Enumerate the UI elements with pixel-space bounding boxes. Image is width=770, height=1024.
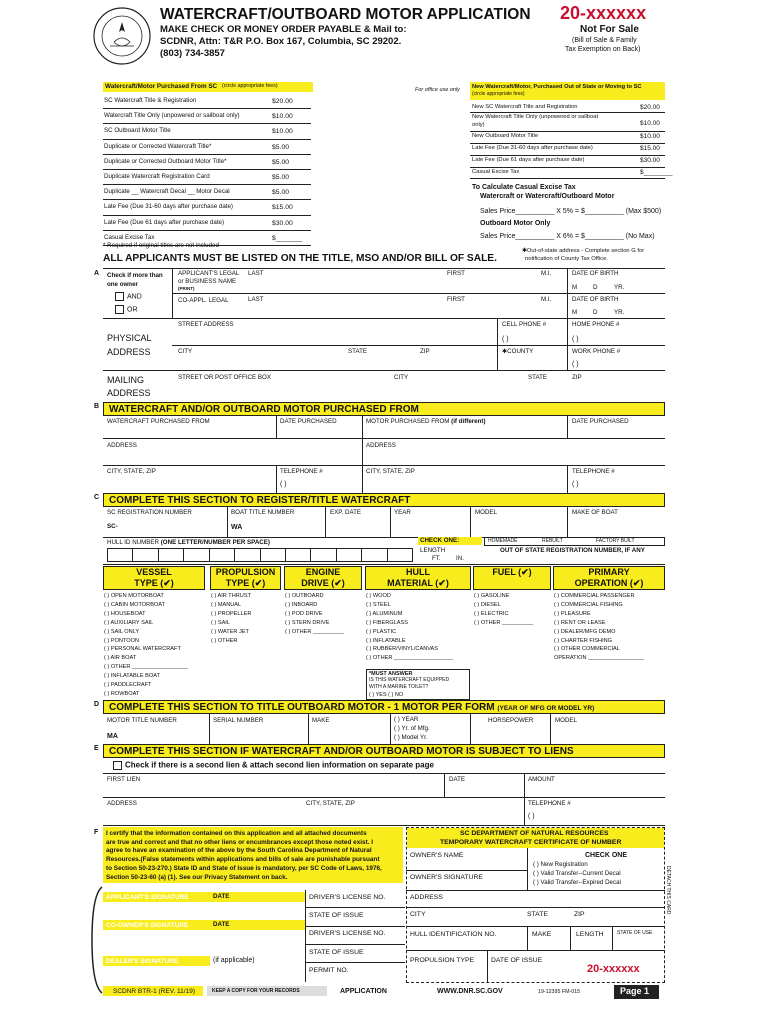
fee-out-rule: [470, 167, 665, 168]
f-state-label: STATE: [527, 911, 548, 918]
rebuilt-label: REBUILT: [542, 538, 563, 544]
hull-option[interactable]: ( ) RUBBER/VINYL/CANVAS: [366, 646, 439, 653]
street-address-label: STREET ADDRESS: [178, 321, 234, 328]
f-state-of-use-label: STATE OF USE: [617, 930, 653, 936]
fees-sc-title: Watercraft/Motor Purchased From SC: [105, 83, 218, 90]
column-head-3: [365, 566, 471, 590]
column-head-line1: HULL: [406, 567, 430, 577]
purchased-from-label: WATERCRAFT PURCHASED FROM: [107, 418, 210, 425]
f-hull-id-label: HULL IDENTIFICATION NO.: [410, 931, 497, 938]
f-make-label: MAKE: [532, 931, 552, 938]
hull-option[interactable]: ( ) WOOD: [366, 593, 391, 599]
second-lien-option[interactable]: Check if there is a second lien & attach second lien information on separate page: [113, 761, 434, 770]
calc-line1: Sales Price__________ X 5% = $__________ (Max $500): [480, 208, 662, 215]
hull-option[interactable]: ( ) OTHER ___________________: [366, 655, 454, 662]
b-motor-address-label: ADDRESS: [366, 442, 396, 449]
fuel-option[interactable]: ( ) GASOLINE: [474, 593, 510, 599]
fee-sc-amount: $15.00: [272, 204, 293, 212]
owner-sig-label: OWNER'S SIGNATURE: [410, 874, 483, 881]
year-label: YEAR: [394, 509, 411, 516]
co-dob-m: M: [572, 309, 578, 316]
ma-prefix: MA: [107, 733, 118, 740]
not-for-sale: Not For Sale: [580, 24, 639, 35]
cell-paren: ( ): [502, 336, 509, 343]
first-lien-label: FIRST LIEN: [107, 776, 141, 783]
vessel-option[interactable]: ( ) SAIL ONLY: [104, 628, 140, 635]
all-applicants-note: ALL APPLICANTS MUST BE LISTED ON THE TITLE, MSO AND/OR BILL OF SALE.: [103, 253, 497, 264]
fee-out-label-cont: only): [472, 122, 485, 128]
dl-label: DRIVER'S LICENSE NO.: [309, 894, 386, 901]
fee-out-amount: $________: [640, 169, 673, 176]
operation-option[interactable]: ( ) COMMERCIAL FISHING: [554, 601, 623, 608]
co-dob-label: DATE OF BIRTH: [572, 296, 619, 303]
co-dob-yr: YR.: [614, 309, 625, 316]
last-label: LAST: [248, 270, 264, 277]
form-title: WATERCRAFT/OUTBOARD MOTOR APPLICATION: [160, 6, 531, 23]
dob-yr: YR.: [614, 284, 625, 291]
e-csz-label: CITY, STATE, ZIP: [306, 800, 355, 807]
fee-sc-label: Duplicate __ Watercraft Decal __ Motor Decal: [104, 188, 230, 196]
fee-sc-label: SC Outboard Motor Title: [104, 127, 171, 135]
owner-name-label: OWNER'S NAME: [410, 852, 464, 859]
fee-sc-amount: $20.00: [272, 98, 293, 105]
fee-sc-amount: $10.00: [272, 113, 293, 121]
keep-copy-label: KEEP A COPY FOR YOUR RECORDS: [212, 988, 300, 994]
column-head-line2: DRIVE (✔): [301, 578, 345, 588]
bill-of-sale-note: (Bill of Sale & Family: [572, 37, 637, 44]
boat-title-label: BOAT TITLE NUMBER: [231, 509, 295, 516]
section-a-letter: A: [94, 270, 100, 277]
propulsion-option[interactable]: ( ) SAIL: [211, 619, 230, 626]
dealer-sig-label: DEALER'S SIGNATURE: [106, 958, 179, 965]
fee-out-amount: $15.00: [640, 145, 660, 152]
soi-label: STATE OF ISSUE: [309, 912, 364, 919]
second-lien-checkbox[interactable]: [113, 761, 122, 770]
physical-label: PHYSICAL: [107, 333, 152, 343]
applicant-legal-label: APPLICANT'S LEGAL: [178, 270, 240, 277]
form-number: 20-xxxxxx: [560, 3, 647, 23]
state-label: STATE: [348, 348, 368, 355]
must-answer-label: *MUST ANSWER: [369, 671, 413, 677]
hp-label: HORSEPOWER: [488, 717, 534, 724]
fee-sc-rule: [103, 154, 311, 155]
fee-out-label: New Outboard Motor Title: [472, 133, 539, 139]
fee-out-rule: [470, 112, 665, 113]
b-csz-label: CITY, STATE, ZIP: [107, 468, 156, 475]
fee-sc-label: SC Watercraft Title & Registration: [104, 97, 197, 104]
valid-current-option[interactable]: ( ) Valid Transfer--Current Decal: [533, 870, 621, 877]
business-name-label: or BUSINESS NAME: [178, 278, 237, 285]
f-form-number: 20-xxxxxx: [587, 963, 640, 975]
applicant-date-label: DATE: [213, 893, 230, 900]
calc-sub: Watercraft or Watercraft/Outboard Motor: [480, 193, 615, 200]
column-head-line2: TYPE (✔): [225, 578, 266, 588]
application-label: APPLICATION: [340, 988, 387, 995]
mi-label: M.I.: [541, 270, 552, 277]
column-head-4: [473, 566, 551, 590]
engine-option[interactable]: ( ) POD DRIVE: [285, 610, 323, 617]
cell-phone-label: CELL PHONE #: [502, 321, 547, 328]
fuel-option[interactable]: ( ) ELECTRIC: [474, 610, 509, 617]
b-motor-telephone-label: TELEPHONE #: [572, 468, 615, 475]
b-address-label: ADDRESS: [107, 442, 137, 449]
f-address-label: ADDRESS: [410, 894, 443, 901]
d-model-label: MODEL: [555, 717, 578, 724]
section-b-letter: B: [94, 403, 100, 410]
must-q2: WITH A MARINE TOILET?: [369, 684, 429, 690]
co-last-label: LAST: [248, 296, 264, 303]
b-telephone-paren: ( ): [280, 481, 287, 488]
column-head-1: [210, 566, 281, 590]
column-head-line1: ENGINE: [305, 567, 341, 577]
vessel-option[interactable]: ( ) ROWBOAT: [104, 690, 140, 697]
fee-sc-rule: [103, 184, 311, 185]
fee-out-rule: [470, 131, 665, 132]
vessel-option[interactable]: ( ) AUXILIARY SAIL: [104, 619, 154, 626]
certify-line: to Section 50-23-270.) State ID and State of Issue is mandatory, per SC Code of Laws, 1976,: [106, 864, 382, 872]
operation-option[interactable]: ( ) COMMERCIAL PASSENGER: [554, 593, 635, 599]
pay-line2: SCDNR, Attn: T&R P.O. Box 167, Columbia, SC 29202.: [160, 36, 402, 47]
or-option[interactable]: OR: [115, 305, 138, 314]
vessel-option[interactable]: ( ) OPEN MOTORBOAT: [104, 593, 164, 599]
city-label: CITY: [178, 348, 193, 355]
street-po-label: STREET OR POST OFFICE BOX: [178, 374, 271, 381]
and-checkbox[interactable]: [115, 292, 124, 301]
d-yr-mfg-option[interactable]: ( ) Yr. of Mfg.: [394, 725, 430, 732]
co-mi-label: M.I.: [541, 296, 552, 303]
operation-option[interactable]: ( ) OTHER COMMERCIAL: [554, 646, 620, 653]
co-soi-label: STATE OF ISSUE: [309, 949, 364, 956]
hull-option[interactable]: ( ) INFLATABLE: [366, 637, 406, 644]
work-paren: ( ): [572, 361, 579, 368]
form-code-label: 19-12395 FM-015: [538, 989, 581, 995]
vessel-option[interactable]: ( ) HOUSEBOAT: [104, 610, 146, 617]
motor-title-label: MOTOR TITLE NUMBER: [107, 717, 177, 724]
certify-line: I certify that the information contained on this application and all attached documents: [106, 830, 367, 837]
fee-sc-rule: [103, 199, 311, 200]
fuel-option[interactable]: ( ) DIESEL: [474, 601, 501, 608]
operation-option[interactable]: OPERATION __________________: [554, 655, 645, 662]
fee-sc-label: Late Fee (Due 31-60 days after purchase date): [104, 203, 233, 211]
f-length-label: LENGTH: [576, 931, 604, 938]
section-e-letter: E: [94, 745, 99, 752]
home-paren: ( ): [572, 336, 579, 343]
hull-id-boxes[interactable]: [107, 548, 413, 562]
certify-line: agree to have an examination of the above by the South Carolina Department of Natural: [106, 847, 372, 855]
and-option[interactable]: AND: [115, 292, 142, 301]
co-first-label: FIRST: [447, 296, 465, 303]
co-dob-d: D: [593, 309, 598, 316]
county-label: ✱COUNTY: [502, 348, 534, 355]
fee-out-amount: $10.00: [640, 133, 660, 140]
column-head-line2: OPERATION (✔): [574, 578, 644, 588]
mail-state-label: STATE: [528, 374, 548, 381]
fees-footnote: * Required if original titles are not included: [103, 242, 219, 249]
certify-line: Section 50-23-60 (a) (1). See our Privacy Statement on back.: [106, 873, 288, 881]
work-phone-label: WORK PHONE #: [572, 348, 621, 355]
oos-note1: ✱Out-of-state address - Complete section G for: [522, 248, 645, 254]
fee-out-rule: [470, 178, 665, 179]
fee-out-amount: $10.00: [640, 120, 660, 127]
dob-m: M: [572, 284, 578, 291]
column-head-line1: FUEL (✔): [492, 567, 532, 577]
fee-sc-amount: $5.00: [272, 189, 290, 197]
rev-label: SCDNR BTR-1 (REV. 11/19): [113, 988, 195, 995]
factory-label: FACTORY BUILT: [596, 538, 635, 544]
coappl-label: CO-APPL. LEGAL: [178, 297, 229, 304]
fee-sc-label: Duplicate or Corrected Watercraft Title*: [104, 142, 212, 150]
fee-sc-amount: $_______: [272, 234, 303, 242]
fee-out-label: New Watercraft Title Only (unpowered or sailboat: [472, 114, 599, 120]
b-motor-csz-label: CITY, STATE, ZIP: [366, 468, 415, 475]
mail-zip-label: ZIP: [572, 374, 582, 381]
in-label: IN.: [456, 555, 464, 562]
column-head-0: [103, 566, 205, 590]
vessel-option[interactable]: ( ) PONTOON: [104, 637, 140, 644]
e-address-label: ADDRESS: [107, 800, 137, 807]
detach-label: DETACH THIS CARD: [665, 866, 671, 915]
fee-sc-label: Duplicate Watercraft Registration Card: [104, 173, 210, 180]
motor-from-label: MOTOR PURCHASED FROM (if different): [366, 418, 486, 425]
certify-line: Resources.(False statements within applications and bills of sale are punishable pursuant: [106, 856, 380, 864]
e-telephone-paren: ( ): [528, 813, 535, 820]
propulsion-option[interactable]: ( ) WATER JET: [211, 628, 249, 635]
operation-option[interactable]: ( ) PLEASURE: [554, 610, 591, 617]
section-d-title: COMPLETE THIS SECTION TO TITLE OUTBOARD MOTOR - 1 MOTOR PER FORM (YEAR OF MFG OR MODEL YR): [103, 700, 665, 714]
f-date-issue-label: DATE OF ISSUE: [491, 957, 543, 964]
mailing-address-label: ADDRESS: [107, 388, 151, 398]
d-model-yr-option[interactable]: ( ) Model Yr.: [394, 734, 428, 741]
hull-id-label: HULL ID NUMBER (ONE LETTER/NUMBER PER SPACE): [107, 539, 270, 546]
section-c-title: COMPLETE THIS SECTION TO REGISTER/TITLE WATERCRAFT: [103, 493, 665, 507]
scdnr-seal-icon: [92, 6, 152, 66]
fee-sc-label: Casual Excise Tax: [104, 233, 155, 241]
e-telephone-label: TELEPHONE #: [528, 800, 571, 807]
operation-option[interactable]: ( ) RENT OR LEASE: [554, 619, 606, 626]
fee-sc-rule: [103, 169, 311, 170]
temp-label: TEMPORARY WATERCRAFT CERTIFICATE OF NUMBER: [440, 839, 622, 846]
ft-label: FT.: [432, 555, 441, 562]
must-yes-no[interactable]: ( ) YES ( ) NO: [369, 692, 404, 698]
co-dl-label: DRIVER'S LICENSE NO.: [309, 930, 386, 937]
fee-out-label: New SC Watercraft Title and Registration: [472, 104, 578, 110]
office-use-note: For office use only: [415, 87, 460, 93]
fee-sc-rule: [103, 230, 311, 231]
vessel-option[interactable]: ( ) AIR BOAT: [104, 655, 137, 662]
check-one-heading: CHECK ONE: [585, 852, 628, 859]
fee-sc-label: Duplicate or Corrected Outboard Motor Title*: [104, 157, 227, 165]
date-purchased-label: DATE PURCHASED: [280, 418, 337, 425]
wa-prefix: WA: [231, 524, 243, 531]
new-reg-option[interactable]: ( ) New Registration: [533, 861, 588, 868]
address-label: ADDRESS: [107, 347, 151, 357]
operation-option[interactable]: ( ) CHARTER FISHING: [554, 637, 613, 644]
oos-note2: notification of County Tax Office.: [525, 256, 608, 262]
permit-label: PERMIT NO.: [309, 967, 349, 974]
column-head-line1: PROPULSION: [215, 567, 276, 577]
length-label: LENGTH: [420, 547, 446, 554]
section-b-title: WATERCRAFT AND/OR OUTBOARD MOTOR PURCHASED FROM: [103, 402, 665, 416]
fee-sc-amount: $10.00: [272, 128, 293, 136]
e-date-label: DATE: [449, 776, 466, 783]
vessel-option[interactable]: ( ) PADDLECRAFT: [104, 682, 152, 688]
valid-expired-option[interactable]: ( ) Valid Transfer--Expired Decal: [533, 879, 621, 886]
propulsion-option[interactable]: ( ) AIR THRUST: [211, 593, 251, 599]
sc-reg-label: SC REGISTRATION NUMBER: [107, 509, 192, 516]
home-phone-label: HOME PHONE #: [572, 321, 620, 328]
fee-out-amount: $20.00: [640, 104, 660, 111]
column-head-line1: PRIMARY: [588, 567, 630, 577]
e-amount-label: AMOUNT: [528, 776, 555, 783]
b-motor-telephone-paren: ( ): [572, 481, 579, 488]
operation-option[interactable]: ( ) DEALER/MFG DEMO: [554, 628, 616, 635]
certify-line: are true and correct and that no other liens or encumbrances except those noted exist. I: [106, 838, 374, 846]
exp-date-label: EXP. DATE: [330, 509, 362, 516]
coowner-sig-label: CO-OWNER'S SIGNATURE: [106, 922, 189, 929]
engine-option[interactable]: ( ) STERN DRIVE: [285, 619, 330, 626]
oos-reg-label: OUT OF STATE REGISTRATION NUMBER, IF ANY: [500, 547, 645, 554]
fee-sc-amount: $5.00: [272, 143, 290, 151]
fee-sc-rule: [103, 139, 311, 140]
fee-sc-label: Late Fee (Due 61 days after purchase date): [104, 218, 225, 226]
zip-label: ZIP: [420, 348, 430, 355]
one-owner-label: one owner: [107, 281, 138, 288]
fees-sc-note: (circle appropriate fees): [222, 83, 278, 89]
check-more-label: Check if more than: [107, 272, 163, 279]
hull-option[interactable]: ( ) ALUMINUM: [366, 610, 403, 617]
calc-line2: Sales Price__________ X 6% = $__________ (No Max): [480, 233, 655, 240]
fee-sc-amount: $5.00: [272, 174, 290, 181]
vessel-option[interactable]: ( ) OTHER __________________: [104, 664, 188, 671]
if-applicable-label: (if applicable): [213, 957, 255, 964]
fee-sc-label: Watercraft Title Only (unpowered or sailboat only): [104, 112, 240, 120]
hull-option[interactable]: ( ) FIBERGLASS: [366, 619, 408, 626]
hull-option[interactable]: ( ) PLASTIC: [366, 628, 397, 635]
mail-city-label: CITY: [394, 374, 409, 381]
dept-label: SC DEPARTMENT OF NATURAL RESOURCES: [460, 830, 609, 837]
fee-out-rule: [470, 155, 665, 156]
pay-line1: MAKE CHECK OR MONEY ORDER PAYABLE & Mail to:: [160, 24, 407, 35]
engine-option[interactable]: ( ) OUTBOARD: [285, 593, 324, 599]
propulsion-option[interactable]: ( ) PROPELLER: [211, 610, 252, 617]
fee-sc-rule: [103, 215, 311, 216]
propulsion-option[interactable]: ( ) MANUAL: [211, 601, 242, 608]
calc-title: To Calculate Casual Excise Tax: [472, 184, 576, 191]
column-head-line1: VESSEL: [136, 567, 172, 577]
applicant-sig-label: APPLICANT'S SIGNATURE: [106, 894, 189, 901]
d-year-option[interactable]: ( ) YEAR: [394, 716, 419, 723]
fee-sc-rule: [103, 108, 311, 109]
fee-sc-amount: $5.00: [272, 158, 290, 166]
column-head-line2: TYPE (✔): [134, 578, 174, 588]
f-prop-label: PROPULSION TYPE: [410, 957, 475, 964]
b-telephone-label: TELEPHONE #: [280, 468, 323, 475]
vessel-option[interactable]: ( ) PERSONAL WATERCRAFT: [104, 646, 181, 653]
fee-out-label: Late Fee (Due 31-60 days after purchase date): [472, 145, 593, 151]
dob-d: D: [593, 284, 598, 291]
fees-out-note: (circle appropriate fees): [472, 91, 525, 97]
calc-motor: Outboard Motor Only: [480, 220, 551, 227]
fee-out-rule: [470, 143, 665, 144]
fees-out-title: New Watercraft/Motor, Purchased Out of State or Moving to SC: [472, 84, 642, 90]
column-head-2: [284, 566, 362, 590]
tax-exemption-note: Tax Exemption on Back): [565, 46, 641, 53]
fee-out-label: Late Fee (Due 61 days after purchase date): [472, 157, 585, 163]
fee-out-label: Casual Excise Tax: [472, 169, 520, 175]
homemade-label: HOMEMADE: [488, 538, 518, 544]
or-checkbox[interactable]: [115, 305, 124, 314]
motor-date-purchased-label: DATE PURCHASED: [572, 418, 629, 425]
vessel-option[interactable]: ( ) CABIN MOTORBOAT: [104, 601, 166, 608]
print-label: (PRINT): [178, 286, 195, 291]
f-city-label: CITY: [410, 911, 426, 918]
mailing-label: MAILING: [107, 375, 145, 385]
check-one-label: CHECK ONE:: [420, 537, 460, 544]
must-q1: IS THIS WATERCRAFT EQUIPPED: [369, 677, 450, 683]
f-zip-label: ZIP: [574, 911, 585, 918]
column-head-line2: MATERIAL (✔): [387, 578, 449, 588]
model-label: MODEL: [475, 509, 498, 516]
fee-sc-amount: $30.00: [272, 219, 293, 227]
section-d-letter: D: [94, 701, 100, 708]
vessel-option[interactable]: ( ) INFLATABLE BOAT: [104, 673, 160, 680]
serial-label: SERIAL NUMBER: [213, 717, 264, 724]
section-f-letter: F: [94, 829, 99, 836]
dob-label: DATE OF BIRTH: [572, 270, 619, 277]
d-make-label: MAKE: [312, 717, 330, 724]
column-head-5: [553, 566, 665, 590]
pen-bracket-icon: [90, 885, 104, 995]
fuel-option[interactable]: ( ) OTHER __________: [474, 619, 534, 626]
section-c-letter: C: [94, 494, 100, 501]
engine-option[interactable]: ( ) INBOARD: [285, 601, 318, 608]
hull-option[interactable]: ( ) STEEL: [366, 601, 391, 608]
propulsion-option[interactable]: ( ) OTHER: [211, 637, 238, 644]
sc-prefix: SC-: [107, 523, 118, 530]
phone: (803) 734-3857: [160, 48, 225, 59]
fee-sc-rule: [103, 123, 311, 124]
page-label: Page 1: [620, 986, 650, 996]
fee-out-amount: $30.00: [640, 157, 660, 164]
website-label: WWW.DNR.SC.GOV: [437, 988, 503, 995]
first-label: FIRST: [447, 270, 465, 277]
engine-option[interactable]: ( ) OTHER __________: [285, 628, 345, 635]
make-of-boat-label: MAKE OF BOAT: [572, 509, 618, 516]
coowner-date-label: DATE: [213, 921, 230, 928]
section-e-title: COMPLETE THIS SECTION IF WATERCRAFT AND/OR OUTBOARD MOTOR IS SUBJECT TO LIENS: [103, 744, 665, 758]
